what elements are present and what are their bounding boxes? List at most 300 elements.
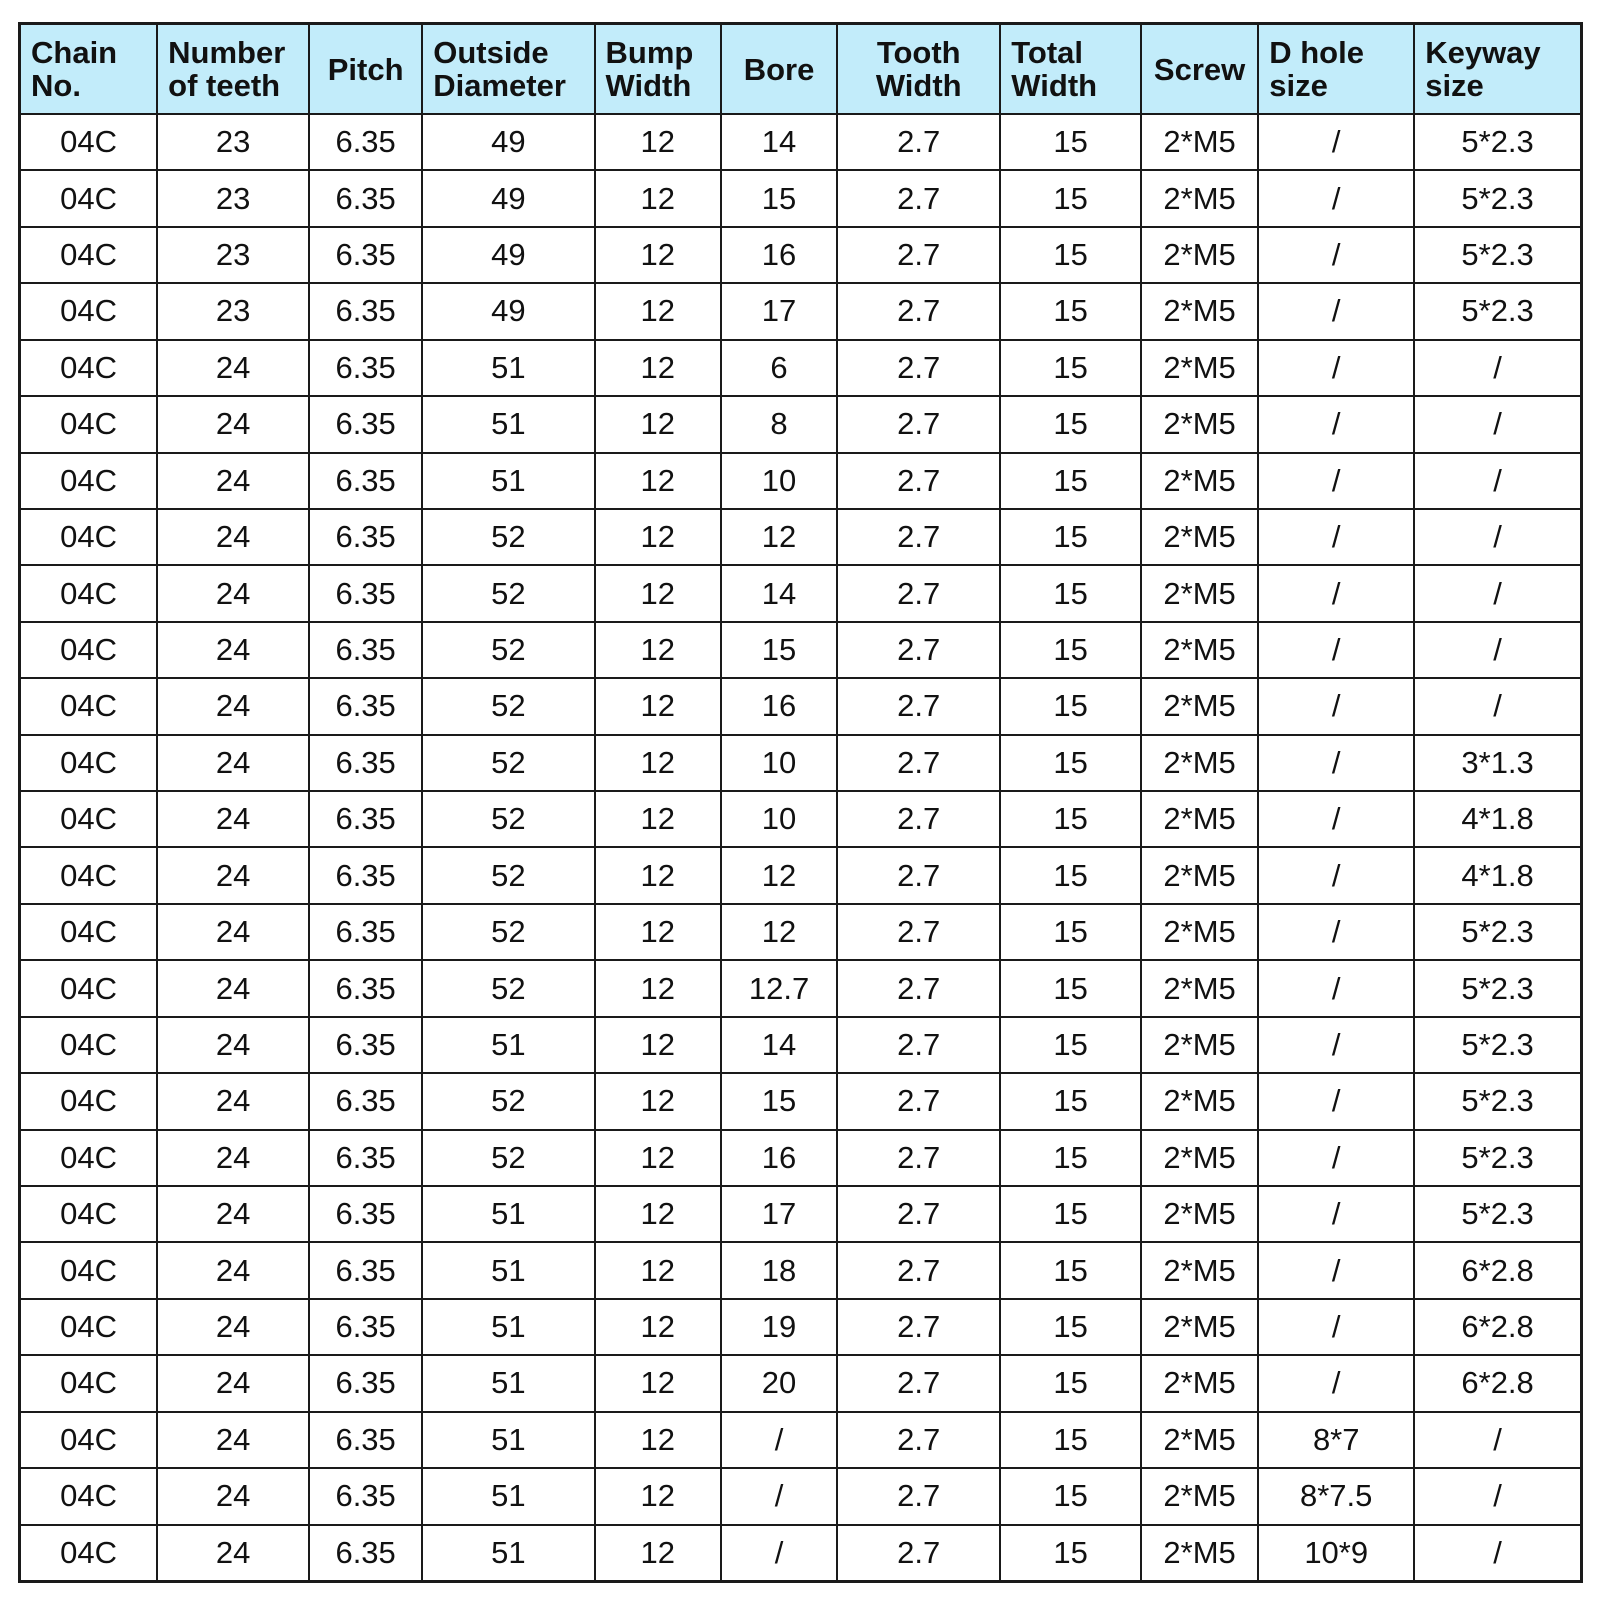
table-row bbox=[20, 791, 1582, 847]
cell-total-width: 15 bbox=[1000, 1412, 1141, 1468]
cell-d-hole-size: / bbox=[1258, 227, 1414, 283]
cell-bump-width: 12 bbox=[595, 340, 721, 396]
cell-keyway-size: 5*2.3 bbox=[1414, 114, 1581, 170]
cell-screw: 2*M5 bbox=[1141, 1186, 1258, 1242]
cell-screw: 2*M5 bbox=[1141, 283, 1258, 339]
cell-bore: 6 bbox=[721, 340, 837, 396]
cell-total-width: 15 bbox=[1000, 960, 1141, 1016]
cell-number-of-teeth: 24 bbox=[157, 1130, 309, 1186]
cell-bore: 16 bbox=[721, 227, 837, 283]
cell-bore: 14 bbox=[721, 114, 837, 170]
cell-pitch: 6.35 bbox=[309, 1242, 422, 1298]
cell-bump-width: 12 bbox=[595, 1299, 721, 1355]
cell-bore: / bbox=[721, 1525, 837, 1582]
header-label-line: Total bbox=[1011, 35, 1084, 70]
cell-bore: 15 bbox=[721, 1073, 837, 1129]
cell-total-width: 15 bbox=[1000, 396, 1141, 452]
table-row bbox=[20, 1186, 1582, 1242]
cell-bump-width: 12 bbox=[595, 904, 721, 960]
cell-outside-diameter: 51 bbox=[422, 1412, 594, 1468]
cell-number-of-teeth: 24 bbox=[157, 1468, 309, 1524]
cell-total-width: 15 bbox=[1000, 283, 1141, 339]
cell-chain-no: 04C bbox=[20, 960, 158, 1016]
cell-number-of-teeth: 23 bbox=[157, 114, 309, 170]
cell-keyway-size: / bbox=[1414, 453, 1581, 509]
cell-chain-no: 04C bbox=[20, 904, 158, 960]
cell-screw: 2*M5 bbox=[1141, 1130, 1258, 1186]
cell-tooth-width: 2.7 bbox=[837, 114, 1000, 170]
cell-tooth-width: 2.7 bbox=[837, 453, 1000, 509]
table-row bbox=[20, 904, 1582, 960]
header-label-line: Diameter bbox=[433, 68, 566, 103]
cell-bump-width: 12 bbox=[595, 396, 721, 452]
cell-screw: 2*M5 bbox=[1141, 396, 1258, 452]
cell-bore: 16 bbox=[721, 1130, 837, 1186]
cell-chain-no: 04C bbox=[20, 1073, 158, 1129]
cell-chain-no: 04C bbox=[20, 1468, 158, 1524]
cell-pitch: 6.35 bbox=[309, 622, 422, 678]
cell-outside-diameter: 49 bbox=[422, 283, 594, 339]
cell-bore: 10 bbox=[721, 453, 837, 509]
cell-screw: 2*M5 bbox=[1141, 735, 1258, 791]
cell-keyway-size: 5*2.3 bbox=[1414, 904, 1581, 960]
cell-d-hole-size: / bbox=[1258, 396, 1414, 452]
header-tooth-width bbox=[837, 24, 1000, 115]
cell-keyway-size: 5*2.3 bbox=[1414, 1017, 1581, 1073]
cell-d-hole-size: / bbox=[1258, 904, 1414, 960]
table-row bbox=[20, 114, 1582, 170]
cell-total-width: 15 bbox=[1000, 735, 1141, 791]
cell-number-of-teeth: 24 bbox=[157, 1017, 309, 1073]
cell-outside-diameter: 52 bbox=[422, 622, 594, 678]
cell-bump-width: 12 bbox=[595, 1073, 721, 1129]
cell-number-of-teeth: 23 bbox=[157, 227, 309, 283]
header-label-line: Outside bbox=[433, 35, 549, 70]
cell-screw: 2*M5 bbox=[1141, 1412, 1258, 1468]
cell-number-of-teeth: 24 bbox=[157, 960, 309, 1016]
cell-bore: 12 bbox=[721, 509, 837, 565]
cell-tooth-width: 2.7 bbox=[837, 1130, 1000, 1186]
cell-pitch: 6.35 bbox=[309, 960, 422, 1016]
cell-screw: 2*M5 bbox=[1141, 791, 1258, 847]
cell-tooth-width: 2.7 bbox=[837, 735, 1000, 791]
cell-bump-width: 12 bbox=[595, 453, 721, 509]
header-bore bbox=[721, 24, 837, 115]
cell-d-hole-size: / bbox=[1258, 622, 1414, 678]
cell-outside-diameter: 51 bbox=[422, 1468, 594, 1524]
cell-chain-no: 04C bbox=[20, 283, 158, 339]
cell-d-hole-size: / bbox=[1258, 114, 1414, 170]
cell-outside-diameter: 52 bbox=[422, 791, 594, 847]
cell-outside-diameter: 49 bbox=[422, 227, 594, 283]
header-label-line: Bore bbox=[743, 51, 815, 87]
cell-d-hole-size: / bbox=[1258, 1186, 1414, 1242]
header-pitch bbox=[309, 24, 422, 115]
cell-bore: 15 bbox=[721, 170, 837, 226]
cell-bore: 12 bbox=[721, 904, 837, 960]
cell-pitch: 6.35 bbox=[309, 509, 422, 565]
cell-d-hole-size: / bbox=[1258, 791, 1414, 847]
cell-outside-diameter: 51 bbox=[422, 396, 594, 452]
cell-total-width: 15 bbox=[1000, 904, 1141, 960]
table-row bbox=[20, 1130, 1582, 1186]
cell-keyway-size: / bbox=[1414, 622, 1581, 678]
cell-screw: 2*M5 bbox=[1141, 904, 1258, 960]
cell-tooth-width: 2.7 bbox=[837, 791, 1000, 847]
cell-chain-no: 04C bbox=[20, 1130, 158, 1186]
cell-pitch: 6.35 bbox=[309, 1130, 422, 1186]
cell-bump-width: 12 bbox=[595, 1468, 721, 1524]
header-label-line: Pitch bbox=[327, 51, 404, 87]
header-screw bbox=[1141, 24, 1258, 115]
table-row bbox=[20, 735, 1582, 791]
cell-total-width: 15 bbox=[1000, 170, 1141, 226]
cell-outside-diameter: 51 bbox=[422, 340, 594, 396]
cell-chain-no: 04C bbox=[20, 1242, 158, 1298]
cell-number-of-teeth: 24 bbox=[157, 1525, 309, 1582]
cell-pitch: 6.35 bbox=[309, 1355, 422, 1411]
cell-bump-width: 12 bbox=[595, 678, 721, 734]
cell-tooth-width: 2.7 bbox=[837, 283, 1000, 339]
cell-keyway-size: / bbox=[1414, 1412, 1581, 1468]
cell-outside-diameter: 52 bbox=[422, 565, 594, 621]
header-label-line: Width bbox=[875, 68, 962, 103]
header-total-width bbox=[1000, 24, 1141, 115]
cell-number-of-teeth: 24 bbox=[157, 1412, 309, 1468]
cell-number-of-teeth: 24 bbox=[157, 622, 309, 678]
cell-pitch: 6.35 bbox=[309, 396, 422, 452]
cell-pitch: 6.35 bbox=[309, 283, 422, 339]
cell-tooth-width: 2.7 bbox=[837, 227, 1000, 283]
cell-number-of-teeth: 24 bbox=[157, 1299, 309, 1355]
cell-screw: 2*M5 bbox=[1141, 227, 1258, 283]
cell-tooth-width: 2.7 bbox=[837, 960, 1000, 1016]
cell-outside-diameter: 51 bbox=[422, 453, 594, 509]
cell-d-hole-size: / bbox=[1258, 170, 1414, 226]
table-row bbox=[20, 340, 1582, 396]
cell-screw: 2*M5 bbox=[1141, 622, 1258, 678]
header-label-line: No. bbox=[31, 68, 81, 103]
cell-outside-diameter: 51 bbox=[422, 1299, 594, 1355]
cell-total-width: 15 bbox=[1000, 1242, 1141, 1298]
cell-keyway-size: 6*2.8 bbox=[1414, 1299, 1581, 1355]
cell-keyway-size: 5*2.3 bbox=[1414, 170, 1581, 226]
cell-screw: 2*M5 bbox=[1141, 960, 1258, 1016]
cell-outside-diameter: 51 bbox=[422, 1242, 594, 1298]
cell-tooth-width: 2.7 bbox=[837, 1017, 1000, 1073]
cell-pitch: 6.35 bbox=[309, 904, 422, 960]
cell-total-width: 15 bbox=[1000, 1017, 1141, 1073]
cell-chain-no: 04C bbox=[20, 1186, 158, 1242]
cell-screw: 2*M5 bbox=[1141, 565, 1258, 621]
header-label-line: Chain bbox=[31, 35, 118, 70]
cell-outside-diameter: 52 bbox=[422, 1130, 594, 1186]
cell-total-width: 15 bbox=[1000, 1130, 1141, 1186]
cell-pitch: 6.35 bbox=[309, 227, 422, 283]
cell-number-of-teeth: 24 bbox=[157, 1242, 309, 1298]
cell-bump-width: 12 bbox=[595, 1186, 721, 1242]
cell-total-width: 15 bbox=[1000, 791, 1141, 847]
header-label-line: Bump bbox=[605, 35, 694, 70]
cell-tooth-width: 2.7 bbox=[837, 904, 1000, 960]
cell-pitch: 6.35 bbox=[309, 847, 422, 903]
cell-chain-no: 04C bbox=[20, 396, 158, 452]
cell-number-of-teeth: 24 bbox=[157, 340, 309, 396]
cell-bump-width: 12 bbox=[595, 509, 721, 565]
cell-bump-width: 12 bbox=[595, 1130, 721, 1186]
cell-number-of-teeth: 24 bbox=[157, 1355, 309, 1411]
cell-total-width: 15 bbox=[1000, 1468, 1141, 1524]
cell-bump-width: 12 bbox=[595, 847, 721, 903]
cell-total-width: 15 bbox=[1000, 227, 1141, 283]
table-row bbox=[20, 1017, 1582, 1073]
table-row bbox=[20, 1355, 1582, 1411]
cell-d-hole-size: / bbox=[1258, 1017, 1414, 1073]
cell-bore: 14 bbox=[721, 1017, 837, 1073]
cell-outside-diameter: 52 bbox=[422, 1073, 594, 1129]
cell-keyway-size: 6*2.8 bbox=[1414, 1242, 1581, 1298]
cell-outside-diameter: 52 bbox=[422, 509, 594, 565]
table-row bbox=[20, 1073, 1582, 1129]
cell-total-width: 15 bbox=[1000, 1073, 1141, 1129]
cell-screw: 2*M5 bbox=[1141, 1242, 1258, 1298]
cell-d-hole-size: / bbox=[1258, 283, 1414, 339]
cell-chain-no: 04C bbox=[20, 170, 158, 226]
cell-bore: 17 bbox=[721, 1186, 837, 1242]
cell-outside-diameter: 49 bbox=[422, 114, 594, 170]
cell-tooth-width: 2.7 bbox=[837, 1355, 1000, 1411]
cell-chain-no: 04C bbox=[20, 847, 158, 903]
cell-d-hole-size: / bbox=[1258, 453, 1414, 509]
cell-total-width: 15 bbox=[1000, 622, 1141, 678]
cell-keyway-size: / bbox=[1414, 340, 1581, 396]
header-label-line: Tooth bbox=[876, 35, 961, 70]
cell-pitch: 6.35 bbox=[309, 1017, 422, 1073]
cell-d-hole-size: 8*7.5 bbox=[1258, 1468, 1414, 1524]
cell-screw: 2*M5 bbox=[1141, 170, 1258, 226]
cell-d-hole-size: / bbox=[1258, 565, 1414, 621]
cell-d-hole-size: / bbox=[1258, 340, 1414, 396]
cell-d-hole-size: / bbox=[1258, 678, 1414, 734]
header-label-line: size bbox=[1425, 68, 1484, 103]
header-label-line: D hole bbox=[1269, 35, 1364, 70]
cell-chain-no: 04C bbox=[20, 678, 158, 734]
cell-tooth-width: 2.7 bbox=[837, 1412, 1000, 1468]
table-body bbox=[20, 114, 1582, 1582]
cell-pitch: 6.35 bbox=[309, 1186, 422, 1242]
cell-tooth-width: 2.7 bbox=[837, 509, 1000, 565]
table-row bbox=[20, 453, 1582, 509]
cell-tooth-width: 2.7 bbox=[837, 1186, 1000, 1242]
cell-pitch: 6.35 bbox=[309, 453, 422, 509]
header-number-of-teeth bbox=[157, 24, 309, 115]
cell-screw: 2*M5 bbox=[1141, 847, 1258, 903]
cell-number-of-teeth: 23 bbox=[157, 283, 309, 339]
cell-d-hole-size: 8*7 bbox=[1258, 1412, 1414, 1468]
cell-d-hole-size: / bbox=[1258, 509, 1414, 565]
cell-keyway-size: 5*2.3 bbox=[1414, 1130, 1581, 1186]
cell-outside-diameter: 49 bbox=[422, 170, 594, 226]
table-row bbox=[20, 960, 1582, 1016]
header-bump-width bbox=[595, 24, 721, 115]
cell-total-width: 15 bbox=[1000, 114, 1141, 170]
cell-pitch: 6.35 bbox=[309, 1468, 422, 1524]
cell-pitch: 6.35 bbox=[309, 735, 422, 791]
cell-keyway-size: / bbox=[1414, 678, 1581, 734]
cell-bore: 15 bbox=[721, 622, 837, 678]
cell-keyway-size: 4*1.8 bbox=[1414, 791, 1581, 847]
cell-chain-no: 04C bbox=[20, 227, 158, 283]
cell-tooth-width: 2.7 bbox=[837, 1073, 1000, 1129]
table-row bbox=[20, 1468, 1582, 1524]
table-row bbox=[20, 1242, 1582, 1298]
cell-total-width: 15 bbox=[1000, 1355, 1141, 1411]
cell-total-width: 15 bbox=[1000, 1525, 1141, 1582]
cell-outside-diameter: 52 bbox=[422, 904, 594, 960]
header-d-hole-size bbox=[1258, 24, 1414, 115]
table-row bbox=[20, 227, 1582, 283]
cell-pitch: 6.35 bbox=[309, 114, 422, 170]
cell-screw: 2*M5 bbox=[1141, 1017, 1258, 1073]
cell-d-hole-size: / bbox=[1258, 735, 1414, 791]
cell-total-width: 15 bbox=[1000, 565, 1141, 621]
cell-tooth-width: 2.7 bbox=[837, 396, 1000, 452]
cell-number-of-teeth: 24 bbox=[157, 904, 309, 960]
cell-outside-diameter: 51 bbox=[422, 1525, 594, 1582]
table-row bbox=[20, 678, 1582, 734]
cell-outside-diameter: 52 bbox=[422, 960, 594, 1016]
cell-d-hole-size: / bbox=[1258, 1073, 1414, 1129]
cell-number-of-teeth: 24 bbox=[157, 735, 309, 791]
cell-keyway-size: 5*2.3 bbox=[1414, 1186, 1581, 1242]
cell-outside-diameter: 52 bbox=[422, 678, 594, 734]
cell-bump-width: 12 bbox=[595, 622, 721, 678]
cell-tooth-width: 2.7 bbox=[837, 1525, 1000, 1582]
cell-chain-no: 04C bbox=[20, 1299, 158, 1355]
cell-bump-width: 12 bbox=[595, 1525, 721, 1582]
cell-number-of-teeth: 24 bbox=[157, 396, 309, 452]
cell-pitch: 6.35 bbox=[309, 1299, 422, 1355]
cell-tooth-width: 2.7 bbox=[837, 1242, 1000, 1298]
cell-screw: 2*M5 bbox=[1141, 1355, 1258, 1411]
cell-bore: 10 bbox=[721, 735, 837, 791]
cell-total-width: 15 bbox=[1000, 1186, 1141, 1242]
cell-bore: 10 bbox=[721, 791, 837, 847]
cell-bump-width: 12 bbox=[595, 791, 721, 847]
header-row bbox=[20, 24, 1582, 115]
cell-keyway-size: / bbox=[1414, 565, 1581, 621]
cell-keyway-size: 4*1.8 bbox=[1414, 847, 1581, 903]
cell-tooth-width: 2.7 bbox=[837, 340, 1000, 396]
cell-bump-width: 12 bbox=[595, 1355, 721, 1411]
table-row bbox=[20, 1525, 1582, 1582]
cell-screw: 2*M5 bbox=[1141, 114, 1258, 170]
cell-tooth-width: 2.7 bbox=[837, 565, 1000, 621]
table-row bbox=[20, 283, 1582, 339]
cell-d-hole-size: / bbox=[1258, 847, 1414, 903]
cell-number-of-teeth: 24 bbox=[157, 678, 309, 734]
cell-bump-width: 12 bbox=[595, 1242, 721, 1298]
cell-screw: 2*M5 bbox=[1141, 1073, 1258, 1129]
cell-bore: / bbox=[721, 1412, 837, 1468]
cell-chain-no: 04C bbox=[20, 1017, 158, 1073]
cell-bump-width: 12 bbox=[595, 735, 721, 791]
cell-number-of-teeth: 24 bbox=[157, 1073, 309, 1129]
cell-number-of-teeth: 24 bbox=[157, 847, 309, 903]
cell-screw: 2*M5 bbox=[1141, 509, 1258, 565]
cell-bump-width: 12 bbox=[595, 1017, 721, 1073]
cell-chain-no: 04C bbox=[20, 1525, 158, 1582]
cell-bump-width: 12 bbox=[595, 227, 721, 283]
cell-bore: / bbox=[721, 1468, 837, 1524]
table-row bbox=[20, 1412, 1582, 1468]
cell-keyway-size: 3*1.3 bbox=[1414, 735, 1581, 791]
cell-number-of-teeth: 24 bbox=[157, 791, 309, 847]
cell-bump-width: 12 bbox=[595, 1412, 721, 1468]
cell-bore: 16 bbox=[721, 678, 837, 734]
header-label-line: Keyway bbox=[1425, 35, 1541, 70]
cell-number-of-teeth: 24 bbox=[157, 509, 309, 565]
cell-total-width: 15 bbox=[1000, 340, 1141, 396]
cell-d-hole-size: / bbox=[1258, 960, 1414, 1016]
cell-outside-diameter: 52 bbox=[422, 847, 594, 903]
cell-keyway-size: 5*2.3 bbox=[1414, 960, 1581, 1016]
cell-screw: 2*M5 bbox=[1141, 678, 1258, 734]
cell-pitch: 6.35 bbox=[309, 791, 422, 847]
cell-screw: 2*M5 bbox=[1141, 1525, 1258, 1582]
cell-total-width: 15 bbox=[1000, 847, 1141, 903]
cell-pitch: 6.35 bbox=[309, 565, 422, 621]
header-label-line: Screw bbox=[1153, 51, 1246, 87]
table-row bbox=[20, 396, 1582, 452]
header-label-line: size bbox=[1269, 68, 1328, 103]
cell-bump-width: 12 bbox=[595, 114, 721, 170]
cell-bore: 14 bbox=[721, 565, 837, 621]
cell-d-hole-size: / bbox=[1258, 1299, 1414, 1355]
table-row bbox=[20, 565, 1582, 621]
cell-bore: 17 bbox=[721, 283, 837, 339]
cell-bore: 18 bbox=[721, 1242, 837, 1298]
cell-tooth-width: 2.7 bbox=[837, 678, 1000, 734]
header-label-line: Width bbox=[1011, 68, 1098, 103]
chain-sprocket-spec-table bbox=[18, 22, 1583, 1583]
header-label-line: Number bbox=[168, 35, 286, 70]
cell-tooth-width: 2.7 bbox=[837, 622, 1000, 678]
cell-number-of-teeth: 24 bbox=[157, 565, 309, 621]
cell-total-width: 15 bbox=[1000, 678, 1141, 734]
cell-tooth-width: 2.7 bbox=[837, 847, 1000, 903]
cell-bore: 20 bbox=[721, 1355, 837, 1411]
cell-pitch: 6.35 bbox=[309, 170, 422, 226]
cell-chain-no: 04C bbox=[20, 453, 158, 509]
cell-keyway-size: / bbox=[1414, 396, 1581, 452]
cell-outside-diameter: 52 bbox=[422, 735, 594, 791]
cell-d-hole-size: 10*9 bbox=[1258, 1525, 1414, 1582]
cell-number-of-teeth: 24 bbox=[157, 453, 309, 509]
cell-keyway-size: 5*2.3 bbox=[1414, 1073, 1581, 1129]
cell-bore: 8 bbox=[721, 396, 837, 452]
cell-screw: 2*M5 bbox=[1141, 453, 1258, 509]
cell-outside-diameter: 51 bbox=[422, 1355, 594, 1411]
cell-keyway-size: / bbox=[1414, 1525, 1581, 1582]
table-header bbox=[20, 24, 1582, 115]
cell-screw: 2*M5 bbox=[1141, 1468, 1258, 1524]
cell-tooth-width: 2.7 bbox=[837, 1468, 1000, 1524]
cell-chain-no: 04C bbox=[20, 509, 158, 565]
cell-pitch: 6.35 bbox=[309, 1412, 422, 1468]
cell-bump-width: 12 bbox=[595, 565, 721, 621]
cell-tooth-width: 2.7 bbox=[837, 170, 1000, 226]
